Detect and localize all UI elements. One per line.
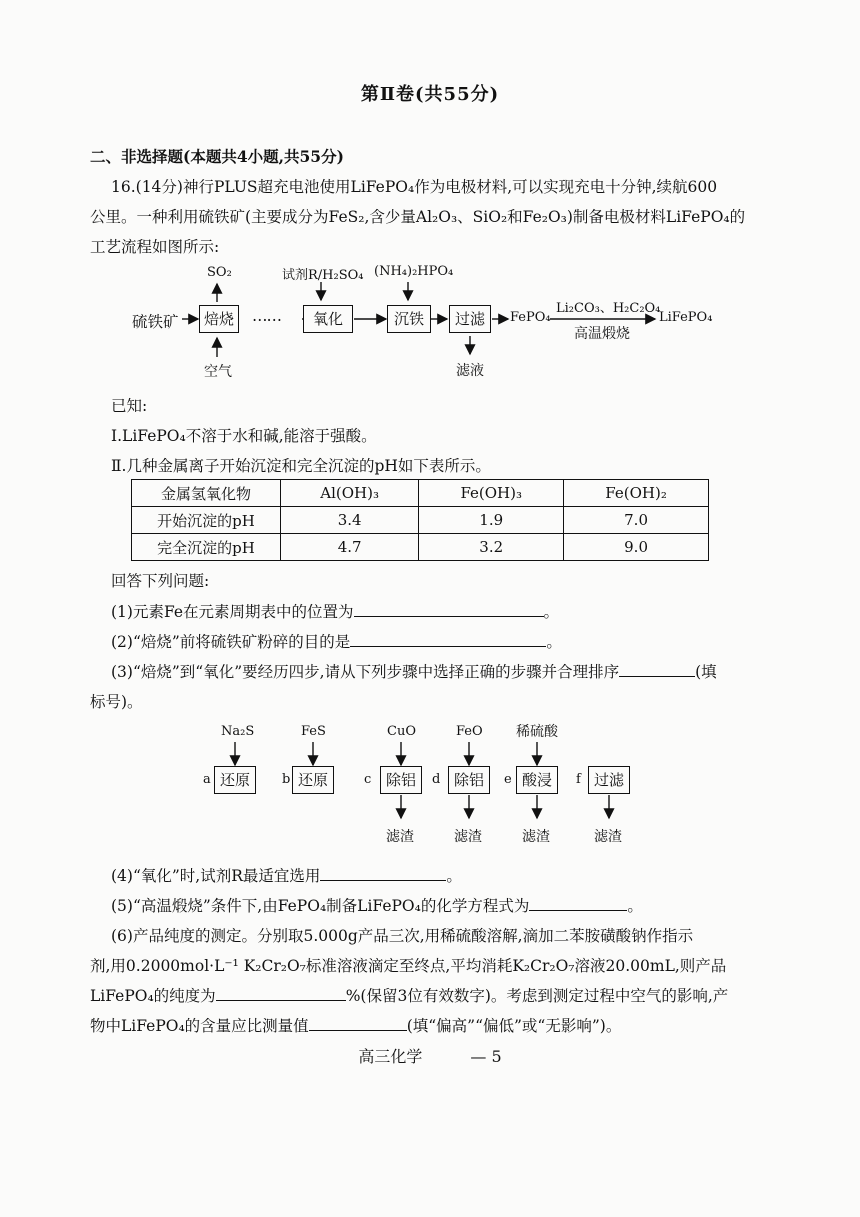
step-d-reagent: FeO [456,724,483,739]
flow-final-product: LiFePO₄ [659,310,713,325]
step-c-box: 除铝 [380,766,422,794]
table-header-cell: Fe(OH)₃ [419,480,564,507]
step-b-box: 还原 [292,766,334,794]
question-2-text: (2)“焙烧”前将硫铁矿粉碎的目的是 [111,633,351,651]
question-2 [111,630,562,652]
ph-table [131,479,709,561]
table-header-cell: Al(OH)₃ [281,480,419,507]
question-6-line-2: 剂,用0.2000mol·L⁻¹ K₂Cr₂O₇标准溶液滴定至终点,平均消耗K₂Cr₂O₇溶液20.00mL,则产品 [90,957,727,975]
question-6-content-tail: (填“偏高”“偏低”或“无影响”)。 [406,1017,622,1035]
step-a-letter: a [203,772,211,787]
question-5 [111,894,643,916]
footer-subject: 高三化学 [358,1047,423,1066]
question-3-cont: 标号)。 [90,693,143,711]
table-cell: 开始沉淀的pH [132,507,281,534]
question-6-line-4 [90,1014,621,1036]
step-f-letter: f [576,772,581,787]
table-header-cell: 金属氢氧化物 [132,480,281,507]
question-4-period: 。 [446,867,462,885]
answer-blank-2[interactable] [350,632,546,647]
question-6-line-1: (6)产品纯度的测定。分别取5.000g产品三次,用稀硫酸溶解,滴加二苯胺磺酸钠作指示 [111,927,694,945]
flow-reagent-r: 试剂R/H₂SO₄ [282,268,364,283]
flow-condition: 高温煅烧 [574,326,630,342]
step-e-reagent: 稀硫酸 [516,724,558,740]
step-f-residue: 滤渣 [594,829,622,845]
known-label: 已知: [111,397,148,415]
flow-box-filter: 过滤 [449,305,491,333]
step-a-box: 还原 [214,766,256,794]
answer-blank-1[interactable] [354,602,544,617]
flow-air: 空气 [204,364,232,380]
question-1 [111,600,559,622]
table-cell: 4.7 [281,534,419,561]
table-cell: 9.0 [564,534,709,561]
step-b-reagent: FeS [301,724,326,739]
step-c-residue: 滤渣 [386,829,414,845]
step-b-letter: b [282,772,291,787]
intro-line-1: 16.(14分)神行PLUS超充电池使用LiFePO₄作为电极材料,可以实现充电十分钟,续航600 [111,178,718,196]
flow-box-roast: 焙烧 [199,305,239,333]
answer-blank-4[interactable] [320,866,446,881]
flow-fepo4: FePO₄ [510,310,551,325]
question-1-period: 。 [543,603,560,621]
table-cell: 完全沉淀的pH [132,534,281,561]
question-1-text: (1)元素Fe在元素周期表中的位置为 [111,603,354,621]
intro-line-3: 工艺流程如图所示: [90,238,220,256]
table-cell: 3.4 [281,507,419,534]
page-title: 第Ⅱ卷(共55分) [360,84,500,105]
flow-box-oxidize: 氧化 [303,305,353,333]
flow-phosphate: (NH₄)₂HPO₄ [374,264,454,279]
step-d-letter: d [432,772,441,787]
answer-blank-3[interactable] [619,662,695,677]
table-header-cell: Fe(OH)₂ [564,480,709,507]
question-2-period: 。 [546,633,562,651]
flow-dots: …… [252,307,281,325]
table-header-row [132,480,709,507]
step-e-letter: e [504,772,512,787]
question-6-purity-tail: %(保留3位有效数字)。考虑到测定过程中空气的影响,产 [345,987,729,1005]
step-f-box: 过滤 [588,766,630,794]
question-6-line-3 [90,984,728,1006]
question-3 [111,660,717,682]
question-5-text: (5)“高温煅烧”条件下,由FePO₄制备LiFePO₄的化学方程式为 [111,897,530,915]
flow-filtrate: 滤液 [456,363,484,379]
flow-reagent-li: Li₂CO₃、H₂C₂O₄ [556,301,661,316]
answer-blank-5[interactable] [529,896,627,911]
step-d-residue: 滤渣 [454,829,482,845]
step-e-box: 酸浸 [516,766,558,794]
page-footer [0,1044,860,1067]
table-cell: 1.9 [419,507,564,534]
question-4 [111,864,462,886]
flow-so2: SO₂ [207,265,232,280]
table-row [132,534,709,561]
step-options-diagram [0,720,860,850]
flow-input-ore: 硫铁矿 [132,313,179,331]
known-item-2: Ⅱ.几种金属离子开始沉淀和完全沉淀的pH如下表所示。 [111,457,491,475]
step-c-reagent: CuO [387,724,416,739]
step-d-box: 除铝 [448,766,490,794]
table-cell: 3.2 [419,534,564,561]
question-5-period: 。 [627,897,643,915]
table-row [132,507,709,534]
question-6-purity-text: LiFePO₄的纯度为 [90,987,216,1005]
question-3-fill: (填 [695,663,717,681]
section-heading: 二、非选择题(本题共4小题,共55分) [90,147,344,166]
table-cell: 7.0 [564,507,709,534]
question-3-text: (3)“焙烧”到“氧化”要经历四步,请从下列步骤中选择正确的步骤并合理排序 [111,663,620,681]
answer-blank-6b[interactable] [309,1016,407,1031]
step-e-residue: 滤渣 [522,829,550,845]
answer-blank-6a[interactable] [216,986,346,1001]
question-4-text: (4)“氧化”时,试剂R最适宜选用 [111,867,321,885]
step-c-letter: c [364,772,372,787]
flow-box-precipitate: 沉铁 [387,305,431,333]
known-item-1: Ⅰ.LiFePO₄不溶于水和碱,能溶于强酸。 [111,427,377,445]
intro-line-2: 公里。一种利用硫铁矿(主要成分为FeS₂,含少量Al₂O₃、SiO₂和Fe₂O₃)制备电极材料LiFePO₄的 [90,208,746,226]
footer-page-number: — 5 [470,1047,502,1066]
question-6-content-text: 物中LiFePO₄的含量应比测量值 [90,1017,309,1035]
step-a-reagent: Na₂S [221,724,255,739]
answer-prompt: 回答下列问题: [111,572,210,590]
